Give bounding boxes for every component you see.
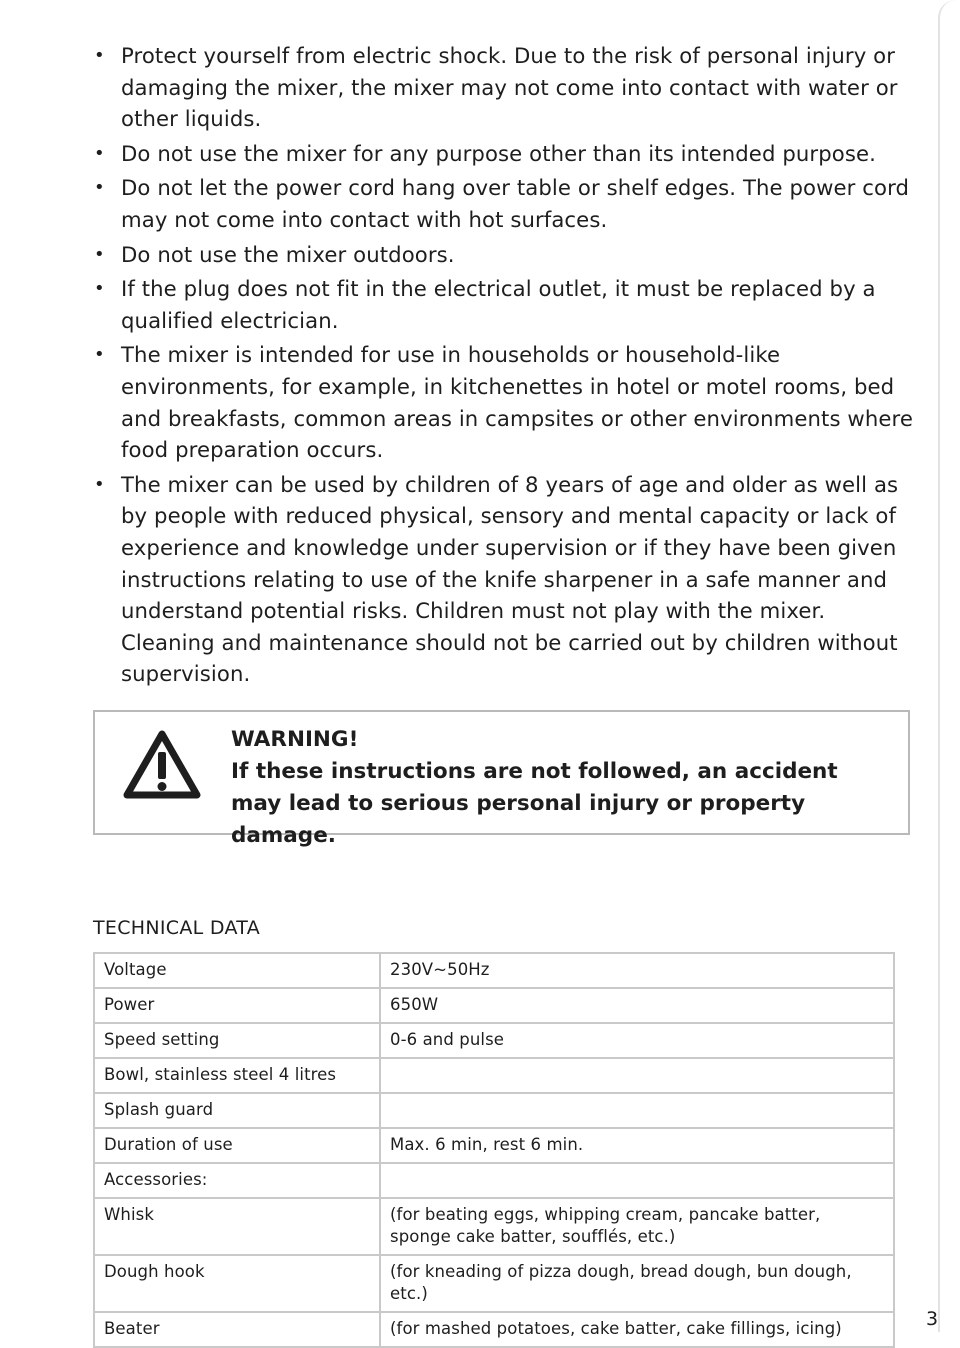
spec-value-cell — [380, 1163, 894, 1198]
spec-label-cell: Voltage — [94, 953, 380, 988]
bullet-text: Do not let the power cord hang over table or shelf edges. The power cord may not come into contact with hot surfaces. — [121, 175, 910, 232]
spec-label-cell: Speed setting — [94, 1023, 380, 1058]
bullet-dot-icon: • — [94, 278, 105, 300]
page-edge — [938, 0, 960, 1332]
spec-value-cell: 650W — [380, 988, 894, 1023]
table-row — [94, 1128, 894, 1163]
bullet-item — [92, 40, 922, 135]
spec-value-cell: 230V~50Hz — [380, 953, 894, 988]
warning-triangle-icon — [122, 728, 202, 800]
table-row — [94, 988, 894, 1023]
table-row — [94, 1198, 894, 1255]
spec-label-cell: Duration of use — [94, 1128, 380, 1163]
page-number: 3 — [926, 1308, 939, 1330]
table-row — [94, 1255, 894, 1312]
bullet-dot-icon: • — [94, 177, 105, 199]
spec-value-cell — [380, 1058, 894, 1093]
table-row — [94, 1023, 894, 1058]
bullet-text: If the plug does not fit in the electrical outlet, it must be replaced by a qualified electrician. — [121, 276, 876, 333]
spec-label-cell: Splash guard — [94, 1093, 380, 1128]
spec-value-cell — [380, 1093, 894, 1128]
bullet-text: Do not use the mixer outdoors. — [121, 241, 455, 267]
warning-title: WARNING! — [231, 727, 359, 752]
warning-box — [93, 710, 910, 848]
table-row — [94, 1312, 894, 1347]
spec-value-cell: (for kneading of pizza dough, bread dough, bun dough, etc.) — [380, 1255, 894, 1312]
bullet-text: Do not use the mixer for any purpose other than its intended purpose. — [121, 140, 876, 166]
bullet-item — [92, 138, 922, 170]
technical-data-table — [93, 952, 895, 1348]
bullet-text: Protect yourself from electric shock. Due to the risk of personal injury or damaging the mixer, the mixer may not come into contact with water or other liquids. — [121, 43, 898, 132]
bullet-text: The mixer is intended for use in households or household-like environments, for example, in kitchenettes in hotel or motel rooms, bed and breakfasts, common areas in campsites or other environments where food preparation occurs. — [121, 342, 913, 463]
bullet-dot-icon: • — [94, 45, 105, 66]
warning-text — [231, 724, 891, 852]
technical-data-body — [94, 953, 894, 1347]
bullet-item — [92, 273, 922, 336]
spec-label-cell: Bowl, stainless steel 4 litres — [94, 1058, 380, 1093]
bullet-dot-icon: • — [94, 344, 105, 366]
table-row — [94, 1058, 894, 1093]
spec-value-cell: (for beating eggs, whipping cream, pancake batter, sponge cake batter, soufflés, etc.) — [380, 1198, 894, 1255]
spec-label-cell: Dough hook — [94, 1255, 380, 1312]
table-row — [94, 953, 894, 988]
table-row — [94, 1163, 894, 1198]
spec-label-cell: Accessories: — [94, 1163, 380, 1198]
bullet-dot-icon: • — [94, 243, 105, 265]
spec-label-cell: Beater — [94, 1312, 380, 1347]
bullet-item — [92, 172, 922, 235]
table-row — [94, 1093, 894, 1128]
bullet-dot-icon: • — [94, 473, 105, 495]
technical-data-title: TECHNICAL DATA — [93, 917, 261, 939]
bullet-item — [92, 339, 922, 465]
bullet-item — [92, 469, 922, 690]
safety-bullet-list — [92, 40, 922, 693]
spec-label-cell: Power — [94, 988, 380, 1023]
bullet-text: The mixer can be used by children of 8 years of age and older as well as by people with reduced physical, sensory and mental capacity or lack of experience and knowledge under supervision or if they have been given instructions relating to use of the knife sharpener in a safe manner and understand potential risks. Children must not play with the mixer. Cleaning and maintenance should not be carried out by children without supervision. — [121, 471, 899, 687]
spec-value-cell: Max. 6 min, rest 6 min. — [380, 1128, 894, 1163]
spec-value-cell: 0-6 and pulse — [380, 1023, 894, 1058]
bullet-dot-icon: • — [94, 142, 105, 164]
bullet-item — [92, 239, 922, 271]
spec-label-cell: Whisk — [94, 1198, 380, 1255]
warning-message: If these instructions are not followed, an accident may lead to serious personal injury or property damage. — [231, 759, 838, 848]
spec-value-cell: (for mashed potatoes, cake batter, cake fillings, icing) — [380, 1312, 894, 1347]
